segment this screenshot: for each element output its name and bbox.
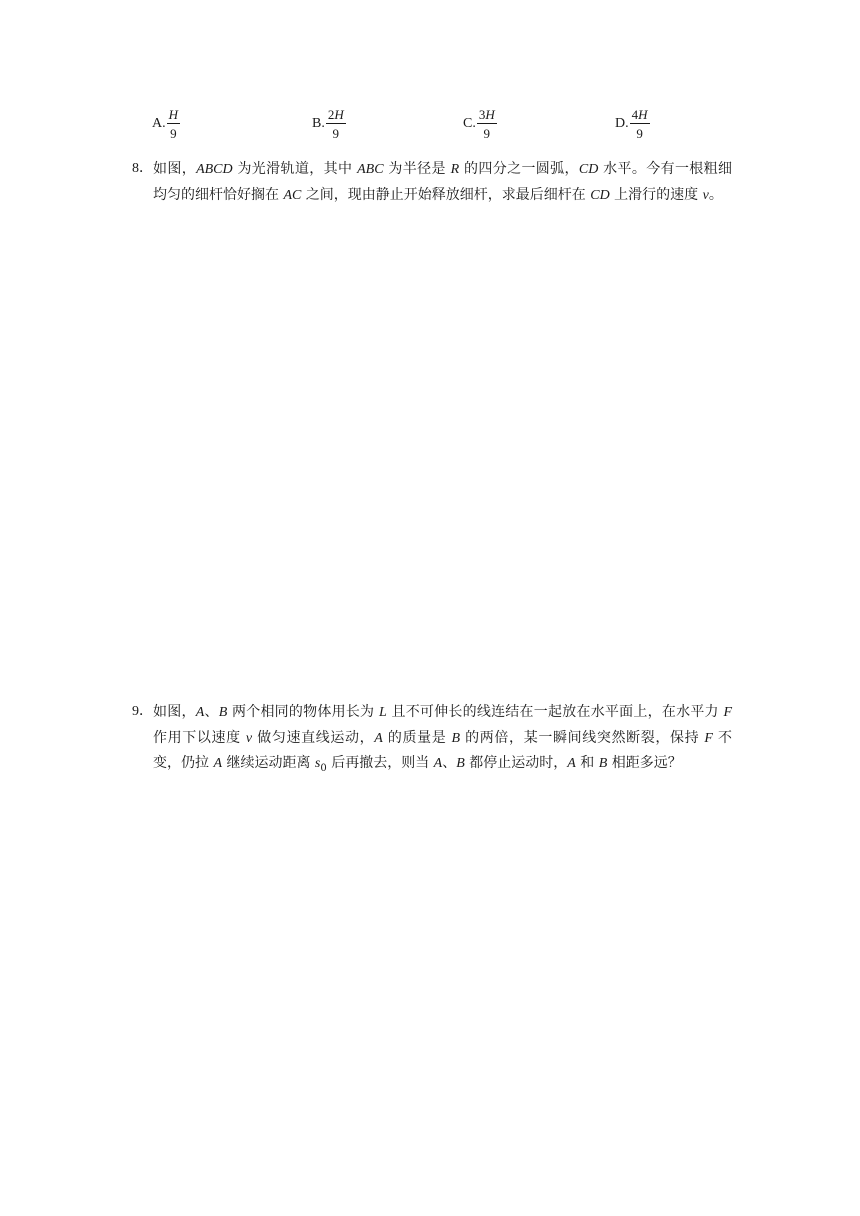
math-variable: ABCD [196,162,233,177]
option-a [152,104,180,144]
numerator [630,108,650,124]
numerator-variable: H [485,107,495,122]
math-variable: L [378,705,387,720]
option-d [615,104,650,144]
question-number: 9． [132,704,153,719]
option-letter: A. [152,116,166,131]
question-text [153,157,732,208]
math-variable: A [213,756,223,771]
option-b [312,104,346,144]
text-segment: 不变，仍拉 [153,729,733,771]
question-number: 8． [132,161,153,176]
subscript: 0 [320,762,327,774]
fraction [630,108,650,140]
math-variable: B [451,730,461,746]
text-segment: 做匀速直线运动， [252,729,375,746]
question-9 [132,700,732,777]
fraction [326,108,346,140]
math-variable: A [433,756,443,771]
math-variable: v [702,187,709,203]
math-variable: F [704,730,713,746]
text-segment: 为半径是 [383,161,451,177]
text-segment: 的两倍，某一瞬间线突然断裂，保持 [460,729,705,746]
math-variable: B [598,756,608,771]
denominator: 9 [483,126,491,141]
text-segment: 的质量是 [382,729,452,746]
math-variable: B [456,756,465,771]
math-variable: B [218,705,228,720]
text-segment: 上滑行的速度 [609,186,703,203]
numerator-variable: H [334,107,344,122]
math-variable: AC [283,187,302,203]
math-variable: CD [578,162,599,177]
fraction [477,108,497,140]
numerator-coefficient: 2 [327,107,335,122]
question-text [153,700,732,777]
text-segment: 、 [442,755,457,771]
numerator [167,108,180,124]
text-segment: 为光滑轨道，其中 [232,161,358,177]
option-c [463,104,497,144]
answer-options [152,104,672,144]
text-segment: 都停止运动时， [464,755,568,771]
math-variable: A [195,705,205,720]
text-segment: 继续运动距离 [222,755,315,771]
question-8 [132,157,732,208]
option-letter: B. [312,116,325,131]
text-segment: 的四分之一圆弧， [459,161,579,177]
math-variable: ABC [357,162,384,177]
text-segment: 如图， [153,704,196,720]
math-variable: A [567,756,576,771]
numerator-coefficient: 3 [478,107,486,122]
numerator [326,108,346,124]
text-segment: 水平。今有一根粗细均匀的细杆恰好搁在 [153,161,733,203]
text-segment: 之间，现由静止开始释放细杆，求最后细杆在 [301,186,591,203]
math-variable: v [245,730,253,746]
text-segment: 如图， [153,161,197,177]
text-segment: 作用下以速度 [153,729,246,746]
text-segment: 和 [575,755,599,771]
numerator-variable: H [168,107,179,122]
text-segment: 两个相同的物体用长为 [227,704,379,720]
math-variable: F [723,705,733,720]
text-segment: 且不可伸长的线连结在一起放在水平面上，在水平力 [386,704,724,720]
option-letter: D. [615,116,629,131]
denominator: 9 [170,126,177,141]
denominator: 9 [636,126,643,141]
math-variable: R [450,162,460,177]
text-segment: 相距多远？ [607,755,682,771]
text-segment: 后再撤去，则当 [326,755,434,771]
math-variable: A [374,730,383,746]
math-variable: CD [590,187,610,203]
text-segment: 。 [708,186,723,203]
numerator-variable: H [638,107,648,122]
numerator-coefficient: 4 [631,107,639,122]
option-letter: C. [463,116,476,131]
denominator: 9 [332,126,340,141]
numerator [477,108,497,124]
math-variable: s [314,756,321,771]
text-segment: 、 [204,704,219,720]
fraction [167,108,180,140]
